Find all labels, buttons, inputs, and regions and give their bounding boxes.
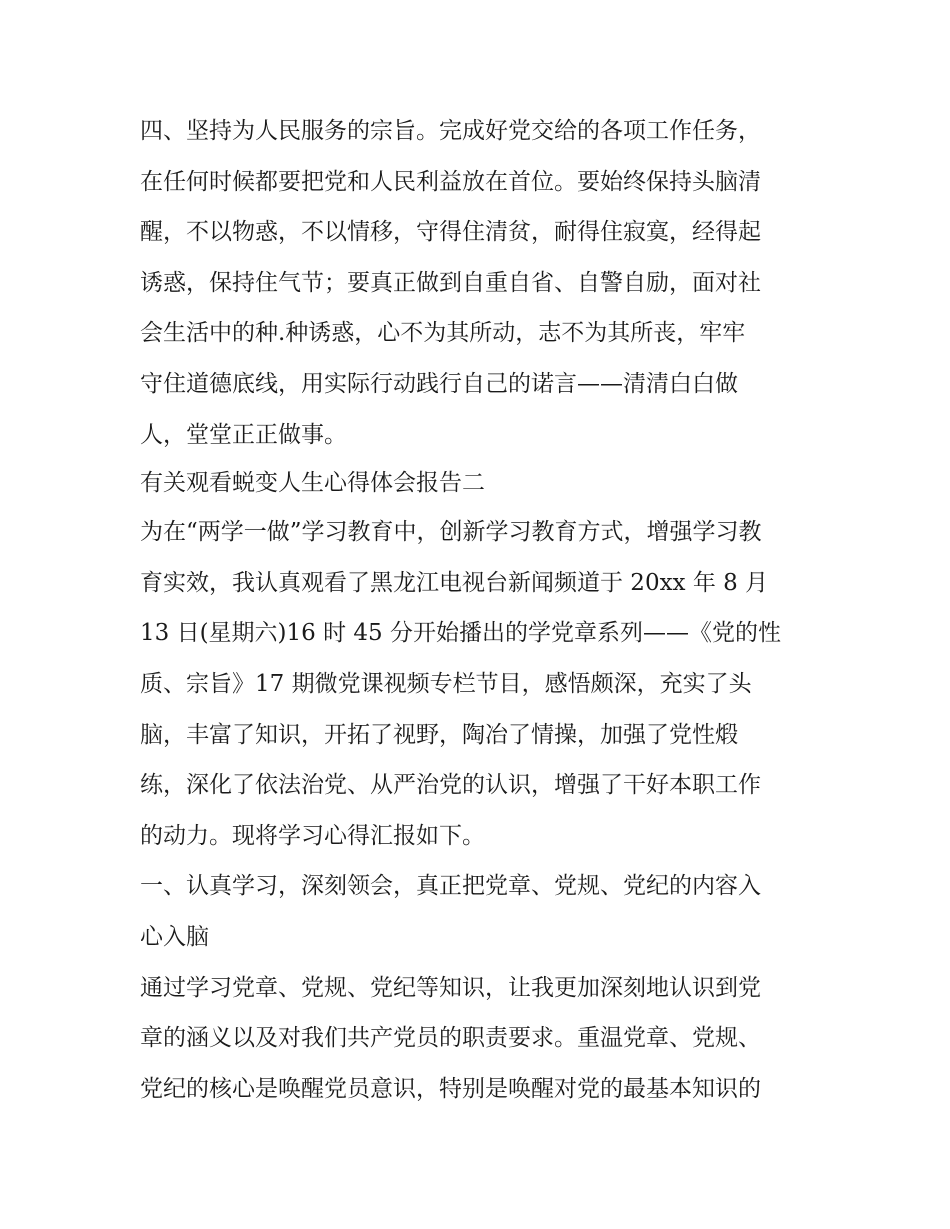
text-line: 脑，丰富了知识，开拓了视野，陶冶了情操，加强了党性煅 [140, 721, 738, 748]
text-line: 章的涵义以及对我们共产党员的职责要求。重温党章、党规、 [140, 1025, 761, 1052]
text-line: 通过学习党章、党规、党纪等知识，让我更加深刻地认识到党 [140, 974, 761, 1001]
text-line: 一、认真学习，深刻领会，真正把党章、党规、党纪的内容入 [140, 873, 761, 900]
text-line: 在任何时候都要把党和人民利益放在首位。要始终保持头脑清 [140, 168, 761, 195]
document-body [140, 106, 820, 1114]
text-line: 会生活中的种.种诱惑，心不为其所动，志不为其所丧，牢牢 [140, 320, 746, 347]
text-line: 为在“两学一做”学习教育中，创新学习教育方式，增强学习教 [140, 519, 762, 546]
text-line: 的动力。现将学习心得汇报如下。 [140, 822, 485, 849]
text-line: 心入脑 [140, 923, 209, 950]
text-line: 质、宗旨》17 期微党课视频专栏节目，感悟颇深，充实了头 [140, 670, 752, 697]
text-line: 育实效，我认真观看了黑龙江电视台新闻频道于 20xx 年 8 月 [140, 569, 769, 596]
text-line: 守住道德底线，用实际行动践行自己的诺言——清清白白做 [140, 370, 738, 397]
text-line: 人，堂堂正正做事。 [140, 421, 347, 448]
text-line: 练，深化了依法治党、从严治党的认识，增强了干好本职工作 [140, 772, 761, 799]
text-line: 诱惑，保持住气节；要真正做到自重自省、自警自励，面对社 [140, 269, 761, 296]
section-heading: 有关观看蜕变人生心得体会报告二 [140, 470, 485, 497]
text-line: 党纪的核心是唤醒党员意识，特别是唤醒对党的最基本知识的 [140, 1075, 761, 1102]
text-line: 四、坚持为人民服务的宗旨。完成好党交给的各项工作任务， [140, 118, 761, 144]
text-line: 醒，不以物惑，不以情移，守得住清贫，耐得住寂寞，经得起 [140, 219, 761, 246]
text-line: 13 日(星期六)16 时 45 分开始播出的学党章系列——《党的性 [140, 620, 781, 647]
